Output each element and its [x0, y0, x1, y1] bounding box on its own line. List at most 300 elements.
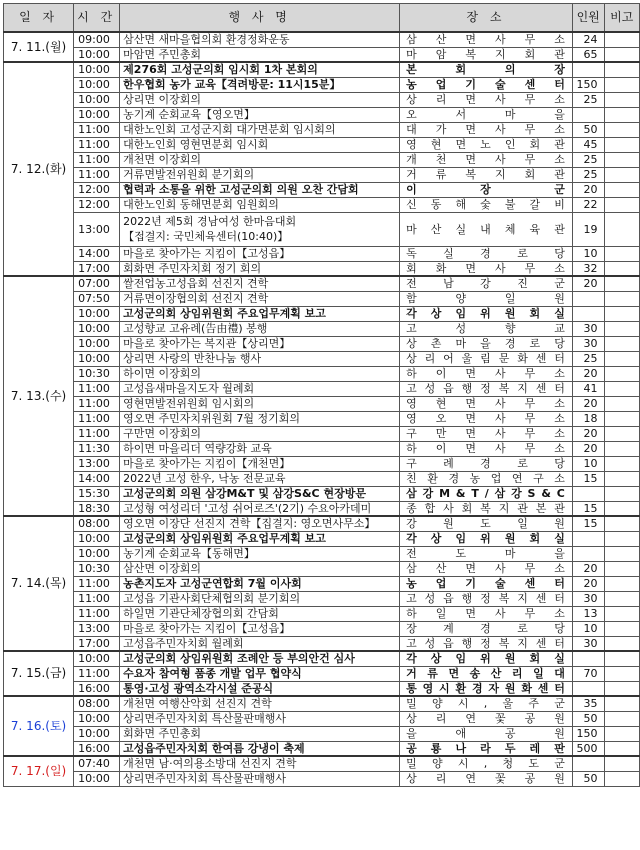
event-cell: 개천면 여행산악회 선진지 견학 [120, 696, 400, 711]
count-cell [572, 681, 604, 696]
header-note: 비고 [604, 4, 639, 33]
place-cell: 거 류 복 지 회 관 [400, 167, 573, 182]
place-cell: 삼 강 M & T / 삼 강 S & C [400, 486, 573, 501]
note-cell [604, 261, 639, 276]
table-row [4, 501, 640, 516]
time-cell: 11:00 [74, 137, 120, 152]
note-cell [604, 756, 639, 771]
count-cell [572, 651, 604, 666]
count-cell: 18 [572, 411, 604, 426]
note-cell [604, 62, 639, 77]
header-time: 시 간 [74, 4, 120, 33]
count-cell: 30 [572, 636, 604, 651]
time-cell: 14:00 [74, 471, 120, 486]
count-cell: 20 [572, 561, 604, 576]
table-row [4, 666, 640, 681]
place-cell: 친 환 경 농 업 연 구 소 [400, 471, 573, 486]
note-cell [604, 636, 639, 651]
table-row [4, 77, 640, 92]
note-cell [604, 32, 639, 47]
count-cell: 20 [572, 366, 604, 381]
table-row [4, 576, 640, 591]
header-place: 장 소 [400, 4, 573, 33]
count-cell: 20 [572, 441, 604, 456]
note-cell [604, 681, 639, 696]
time-cell: 16:00 [74, 741, 120, 756]
time-cell: 11:00 [74, 167, 120, 182]
event-cell: 고성군의회 의원 삼강M&T 및 삼강S&C 현장방문 [120, 486, 400, 501]
count-cell: 32 [572, 261, 604, 276]
place-cell: 밀 양 시 , 청 도 군 [400, 756, 573, 771]
count-cell: 10 [572, 456, 604, 471]
count-cell: 22 [572, 197, 604, 212]
schedule-body [4, 32, 640, 786]
event-cell: 회화면 주민총회 [120, 726, 400, 741]
note-cell [604, 666, 639, 681]
place-cell: 공 룡 나 라 두 레 판 [400, 741, 573, 756]
event-cell: 개천면 이장회의 [120, 152, 400, 167]
table-row [4, 167, 640, 182]
table-row [4, 321, 640, 336]
note-cell [604, 246, 639, 261]
note-cell [604, 122, 639, 137]
time-cell: 08:00 [74, 696, 120, 711]
time-cell: 11:00 [74, 396, 120, 411]
place-cell: 강 원 도 일 원 [400, 516, 573, 531]
time-cell: 10:30 [74, 561, 120, 576]
table-row [4, 336, 640, 351]
time-cell: 11:00 [74, 426, 120, 441]
event-cell: 개천면 남·여의용소방대 선진지 견학 [120, 756, 400, 771]
event-cell: 고성읍새마을지도자 월례회 [120, 381, 400, 396]
count-cell: 25 [572, 351, 604, 366]
time-cell: 17:00 [74, 261, 120, 276]
event-cell: 고성읍주민자치회 한여름 강냉이 축제 [120, 741, 400, 756]
note-cell [604, 336, 639, 351]
note-cell [604, 501, 639, 516]
date-cell: 7. 15.(금) [4, 651, 74, 696]
note-cell [604, 47, 639, 62]
time-cell: 18:30 [74, 501, 120, 516]
note-cell [604, 182, 639, 197]
count-cell: 20 [572, 276, 604, 291]
event-cell: 고성형 여성리더 '고성 쉬어로즈'(2기) 수요아카데미 [120, 501, 400, 516]
event-cell: 고성군의회 상임위원회 주요업무계획 보고 [120, 531, 400, 546]
table-row [4, 92, 640, 107]
time-cell: 09:00 [74, 32, 120, 47]
count-cell [572, 531, 604, 546]
event-cell: 농기계 순회교육【동해면】 [120, 546, 400, 561]
note-cell [604, 351, 639, 366]
place-cell: 영 현 면 노 인 회 관 [400, 137, 573, 152]
count-cell: 500 [572, 741, 604, 756]
date-cell: 7. 12.(화) [4, 62, 74, 276]
event-cell: 거류면발전위원회 분기회의 [120, 167, 400, 182]
event-cell: 영오면 주민자치위원회 7월 정기회의 [120, 411, 400, 426]
count-cell: 19 [572, 212, 604, 246]
table-row [4, 351, 640, 366]
note-cell [604, 531, 639, 546]
count-cell: 25 [572, 167, 604, 182]
note-cell [604, 696, 639, 711]
place-cell: 영 현 면 사 무 소 [400, 396, 573, 411]
event-cell: 농촌지도자 고성군연합회 7월 이사회 [120, 576, 400, 591]
place-cell: 본 회 의 장 [400, 62, 573, 77]
count-cell: 20 [572, 576, 604, 591]
place-cell: 하 이 면 사 무 소 [400, 441, 573, 456]
event-cell: 삼산면 새마을협의회 환경정화운동 [120, 32, 400, 47]
place-cell: 전 남 강 진 군 [400, 276, 573, 291]
count-cell: 150 [572, 726, 604, 741]
table-row [4, 122, 640, 137]
note-cell [604, 591, 639, 606]
count-cell: 45 [572, 137, 604, 152]
count-cell: 65 [572, 47, 604, 62]
note-cell [604, 291, 639, 306]
table-row [4, 591, 640, 606]
table-row [4, 621, 640, 636]
place-cell: 신 동 해 숯 불 갈 비 [400, 197, 573, 212]
header-row [4, 4, 640, 33]
event-cell: 협력과 소통을 위한 고성군의회 의원 오찬 간담회 [120, 182, 400, 197]
place-cell: 고 성 읍 행 정 복 지 센 터 [400, 381, 573, 396]
count-cell [572, 107, 604, 122]
count-cell: 15 [572, 516, 604, 531]
note-cell [604, 486, 639, 501]
place-cell: 개 천 면 사 무 소 [400, 152, 573, 167]
date-cell: 7. 11.(월) [4, 32, 74, 62]
count-cell: 50 [572, 122, 604, 137]
note-cell [604, 606, 639, 621]
place-cell: 고 성 읍 행 정 복 지 센 터 [400, 591, 573, 606]
count-cell: 20 [572, 396, 604, 411]
time-cell: 11:00 [74, 591, 120, 606]
time-cell: 10:00 [74, 546, 120, 561]
time-cell: 10:30 [74, 366, 120, 381]
place-cell: 삼 산 면 사 무 소 [400, 561, 573, 576]
time-cell: 10:00 [74, 92, 120, 107]
note-cell [604, 107, 639, 122]
note-cell [604, 561, 639, 576]
event-line-2: 【접결지: 국민체육센터(10:40)】 [123, 230, 289, 243]
note-cell [604, 92, 639, 107]
table-row [4, 276, 640, 291]
note-cell [604, 366, 639, 381]
place-cell: 회 화 면 사 무 소 [400, 261, 573, 276]
event-cell: 하이면 마을리더 역량강화 교육 [120, 441, 400, 456]
event-cell: 영현면발전위원회 임시회의 [120, 396, 400, 411]
count-cell: 10 [572, 246, 604, 261]
note-cell [604, 381, 639, 396]
place-cell: 구 만 면 사 무 소 [400, 426, 573, 441]
note-cell [604, 546, 639, 561]
place-cell: 이 장 군 [400, 182, 573, 197]
event-cell: 쌀전업농고성읍회 선진지 견학 [120, 276, 400, 291]
place-cell: 장 계 경 로 당 [400, 621, 573, 636]
place-cell: 하 일 면 사 무 소 [400, 606, 573, 621]
table-row [4, 711, 640, 726]
note-cell [604, 212, 639, 246]
note-cell [604, 77, 639, 92]
count-cell: 13 [572, 606, 604, 621]
event-cell: 고성군의회 상임위원회 조례안 등 부의안건 심사 [120, 651, 400, 666]
table-row [4, 441, 640, 456]
place-cell: 독 실 경 로 당 [400, 246, 573, 261]
place-cell: 각 상 임 위 원 회 실 [400, 531, 573, 546]
note-cell [604, 276, 639, 291]
event-cell: 대한노인회 고성군지회 대가면분회 임시회의 [120, 122, 400, 137]
note-cell [604, 306, 639, 321]
event-cell: 상리면주민자치회 특산물판매행사 [120, 711, 400, 726]
table-row [4, 197, 640, 212]
place-cell: 영 오 면 사 무 소 [400, 411, 573, 426]
time-cell: 13:00 [74, 212, 120, 246]
time-cell: 10:00 [74, 62, 120, 77]
time-cell: 10:00 [74, 351, 120, 366]
table-row [4, 137, 640, 152]
count-cell [572, 546, 604, 561]
note-cell [604, 396, 639, 411]
time-cell: 10:00 [74, 306, 120, 321]
count-cell: 41 [572, 381, 604, 396]
event-cell: 거류면이장협의회 선진지 견학 [120, 291, 400, 306]
count-cell [572, 486, 604, 501]
event-cell: 대한노인회 동해면분회 임원회의 [120, 197, 400, 212]
table-row [4, 531, 640, 546]
place-cell: 각 상 임 위 원 회 실 [400, 306, 573, 321]
time-cell: 07:50 [74, 291, 120, 306]
place-cell: 상 리 면 사 무 소 [400, 92, 573, 107]
event-cell: 마을로 찾아가는 지킴이【고성읍】 [120, 621, 400, 636]
event-cell: 한우협회 농가 교육【격려방문: 11시15분】 [120, 77, 400, 92]
place-cell: 함 양 일 원 [400, 291, 573, 306]
event-cell: 대한노인회 영현면분회 임시회 [120, 137, 400, 152]
event-cell: 마을로 찾아가는 지킴이【개천면】 [120, 456, 400, 471]
header-date: 일 자 [4, 4, 74, 33]
time-cell: 10:00 [74, 711, 120, 726]
table-row [4, 651, 640, 666]
table-row [4, 726, 640, 741]
table-row [4, 486, 640, 501]
time-cell: 10:00 [74, 651, 120, 666]
table-row [4, 212, 640, 246]
schedule-document [3, 3, 640, 787]
time-cell: 11:00 [74, 606, 120, 621]
event-cell: 마을로 찾아가는 지킴이【고성읍】 [120, 246, 400, 261]
event-cell: 상리면 이장회의 [120, 92, 400, 107]
time-cell: 10:00 [74, 321, 120, 336]
time-cell: 10:00 [74, 47, 120, 62]
time-cell: 10:00 [74, 771, 120, 786]
count-cell: 25 [572, 152, 604, 167]
event-cell: 구만면 이장회의 [120, 426, 400, 441]
note-cell [604, 576, 639, 591]
date-cell: 7. 16.(토) [4, 696, 74, 756]
place-cell: 마 산 실 내 체 육 관 [400, 212, 573, 246]
place-cell: 농 업 기 술 센 터 [400, 77, 573, 92]
table-row [4, 47, 640, 62]
place-cell: 고 성 향 교 [400, 321, 573, 336]
table-row [4, 32, 640, 47]
table-row [4, 426, 640, 441]
table-row [4, 107, 640, 122]
event-cell: 상리면 사랑의 반찬나눔 행사 [120, 351, 400, 366]
date-cell: 7. 17.(일) [4, 756, 74, 786]
count-cell: 20 [572, 182, 604, 197]
table-row [4, 291, 640, 306]
table-row [4, 681, 640, 696]
count-cell: 30 [572, 336, 604, 351]
event-cell: 수요자 참여형 품종 개발 업무 협약식 [120, 666, 400, 681]
table-row [4, 756, 640, 771]
time-cell: 12:00 [74, 197, 120, 212]
count-cell [572, 291, 604, 306]
place-cell: 상 리 연 꽃 공 원 [400, 711, 573, 726]
note-cell [604, 426, 639, 441]
time-cell: 11:00 [74, 411, 120, 426]
note-cell [604, 411, 639, 426]
time-cell: 11:00 [74, 381, 120, 396]
event-cell: 마암면 주민총회 [120, 47, 400, 62]
table-row [4, 471, 640, 486]
count-cell: 24 [572, 32, 604, 47]
event-cell: 제276회 고성군의회 임시회 1차 본회의 [120, 62, 400, 77]
note-cell [604, 456, 639, 471]
event-cell [120, 212, 400, 246]
place-cell: 을 애 공 원 [400, 726, 573, 741]
time-cell: 08:00 [74, 516, 120, 531]
place-cell: 하 이 면 사 무 소 [400, 366, 573, 381]
table-row [4, 366, 640, 381]
time-cell: 10:00 [74, 336, 120, 351]
table-row [4, 261, 640, 276]
place-cell: 밀 양 시 , 울 주 군 [400, 696, 573, 711]
time-cell: 12:00 [74, 182, 120, 197]
event-cell: 고성읍 기관사회단체협의회 분기회의 [120, 591, 400, 606]
note-cell [604, 711, 639, 726]
table-row [4, 306, 640, 321]
time-cell: 11:00 [74, 152, 120, 167]
count-cell: 30 [572, 591, 604, 606]
place-cell: 농 업 기 술 센 터 [400, 576, 573, 591]
time-cell: 10:00 [74, 726, 120, 741]
time-cell: 14:00 [74, 246, 120, 261]
place-cell: 종 합 사 회 복 지 관 본 관 [400, 501, 573, 516]
date-cell: 7. 14.(목) [4, 516, 74, 651]
note-cell [604, 726, 639, 741]
note-cell [604, 167, 639, 182]
count-cell [572, 756, 604, 771]
event-cell: 하일면 기관단체장협의회 간담회 [120, 606, 400, 621]
place-cell: 거 류 면 송 산 리 일 대 [400, 666, 573, 681]
time-cell: 11:00 [74, 576, 120, 591]
event-cell: 삼산면 이장회의 [120, 561, 400, 576]
note-cell [604, 741, 639, 756]
time-cell: 07:40 [74, 756, 120, 771]
note-cell [604, 651, 639, 666]
place-cell: 상 리 어 울 림 문 화 센 터 [400, 351, 573, 366]
event-cell: 고성읍주민자치회 월례회 [120, 636, 400, 651]
time-cell: 10:00 [74, 77, 120, 92]
note-cell [604, 621, 639, 636]
schedule-table [3, 3, 640, 787]
count-cell: 20 [572, 426, 604, 441]
time-cell: 11:00 [74, 122, 120, 137]
count-cell: 50 [572, 771, 604, 786]
count-cell: 70 [572, 666, 604, 681]
event-cell: 고성군의회 상임위원회 주요업무계획 보고 [120, 306, 400, 321]
note-cell [604, 197, 639, 212]
table-row [4, 606, 640, 621]
table-row [4, 741, 640, 756]
note-cell [604, 152, 639, 167]
place-cell: 오 서 마 을 [400, 107, 573, 122]
time-cell: 17:00 [74, 636, 120, 651]
table-row [4, 561, 640, 576]
table-row [4, 182, 640, 197]
date-cell: 7. 13.(수) [4, 276, 74, 516]
event-line: 2022년 제5회 경남여성 한마음대회 [123, 215, 297, 228]
event-cell: 상리면주민자치회 특산물판매행사 [120, 771, 400, 786]
count-cell: 15 [572, 501, 604, 516]
place-cell: 구 례 경 로 당 [400, 456, 573, 471]
place-cell: 전 도 마 을 [400, 546, 573, 561]
table-row [4, 546, 640, 561]
count-cell: 50 [572, 711, 604, 726]
time-cell: 10:00 [74, 531, 120, 546]
count-cell [572, 306, 604, 321]
count-cell: 150 [572, 77, 604, 92]
note-cell [604, 771, 639, 786]
time-cell: 11:00 [74, 666, 120, 681]
header-count: 인원 [572, 4, 604, 33]
place-cell: 상 리 연 꽃 공 원 [400, 771, 573, 786]
time-cell: 11:30 [74, 441, 120, 456]
event-cell: 회화면 주민자치회 정기 회의 [120, 261, 400, 276]
event-cell: 통영·고성 광역소각시설 준공식 [120, 681, 400, 696]
table-row [4, 636, 640, 651]
event-cell: 2022년 고성 한우, 낙농 전문교육 [120, 471, 400, 486]
event-cell: 마을로 찾아가는 복지관【상리면】 [120, 336, 400, 351]
event-cell: 농기계 순회교육【영오면】 [120, 107, 400, 122]
count-cell: 35 [572, 696, 604, 711]
time-cell: 13:00 [74, 456, 120, 471]
event-cell: 하이면 이장회의 [120, 366, 400, 381]
table-row [4, 152, 640, 167]
time-cell: 10:00 [74, 107, 120, 122]
note-cell [604, 516, 639, 531]
table-row [4, 396, 640, 411]
count-cell [572, 62, 604, 77]
table-row [4, 381, 640, 396]
place-cell: 대 가 면 사 무 소 [400, 122, 573, 137]
place-cell: 마 암 복 지 회 관 [400, 47, 573, 62]
event-cell: 영오면 이장단 선진지 견학【집결지: 영오면사무소】 [120, 516, 400, 531]
count-cell: 25 [572, 92, 604, 107]
event-cell: 고성향교 고유례(告由禮) 봉행 [120, 321, 400, 336]
count-cell: 30 [572, 321, 604, 336]
table-row [4, 246, 640, 261]
time-cell: 16:00 [74, 681, 120, 696]
note-cell [604, 137, 639, 152]
table-row [4, 516, 640, 531]
table-row [4, 696, 640, 711]
table-row [4, 456, 640, 471]
place-cell: 삼 산 면 사 무 소 [400, 32, 573, 47]
place-cell: 상 촌 마 을 경 로 당 [400, 336, 573, 351]
time-cell: 07:00 [74, 276, 120, 291]
count-cell: 15 [572, 471, 604, 486]
